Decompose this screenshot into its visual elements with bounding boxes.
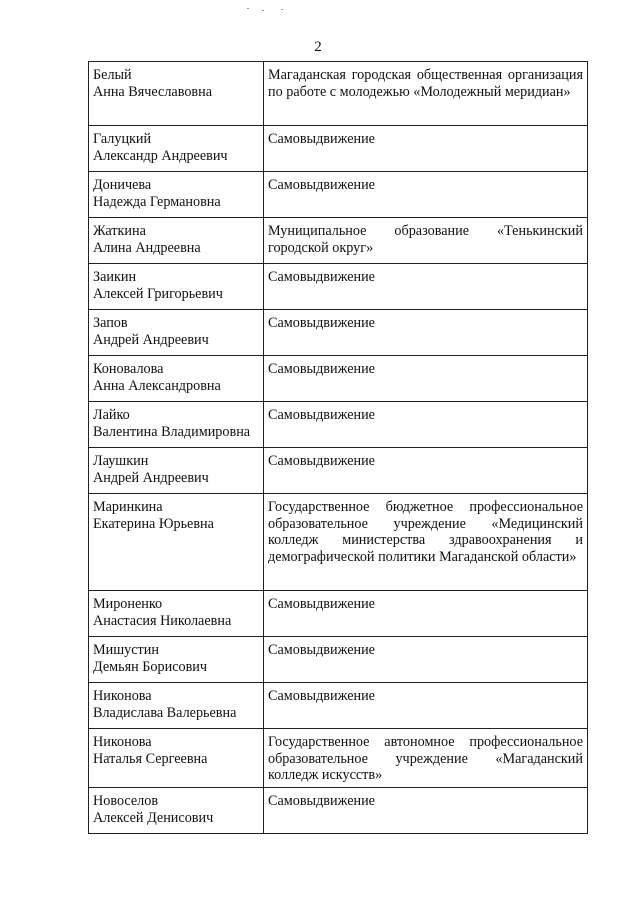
scan-speck bbox=[262, 10, 264, 11]
nominee-given-names: Екатерина Юрьевна bbox=[93, 515, 214, 532]
nominee-given-names: Алексей Григорьевич bbox=[93, 285, 223, 302]
table-row bbox=[89, 448, 588, 494]
nominating-organization: Магаданская городская общественная организация по работе с молодежью «Молодежный меридиан» bbox=[264, 62, 588, 126]
table-row bbox=[89, 402, 588, 448]
table-row bbox=[89, 126, 588, 172]
table-row bbox=[89, 62, 588, 126]
nominee-given-names: Алексей Денисович bbox=[93, 809, 214, 826]
nominee-name-cell bbox=[89, 494, 264, 591]
nominee-surname: Запов bbox=[93, 315, 128, 331]
nominee-name-cell bbox=[89, 448, 264, 494]
table-row bbox=[89, 310, 588, 356]
page-number: 2 bbox=[314, 39, 322, 55]
nominee-surname: Белый bbox=[93, 67, 132, 83]
nominee-given-names: Андрей Андреевич bbox=[93, 469, 209, 486]
nominee-surname: Мироненко bbox=[93, 596, 163, 612]
nominating-organization: Самовыдвижение bbox=[264, 356, 588, 402]
nominee-surname: Новоселов bbox=[93, 793, 159, 809]
scan-speck bbox=[281, 9, 283, 10]
nominating-organization: Муниципальное образование «Тенькинский городской округ» bbox=[264, 218, 588, 264]
nominee-surname: Лайко bbox=[93, 407, 130, 423]
nominee-surname: Мишустин bbox=[93, 642, 159, 658]
table-row bbox=[89, 218, 588, 264]
nominee-surname: Маринкина bbox=[93, 499, 163, 515]
table-row bbox=[89, 591, 588, 637]
table-row bbox=[89, 683, 588, 729]
nominee-name-cell bbox=[89, 310, 264, 356]
nominee-given-names: Надежда Германовна bbox=[93, 193, 221, 210]
nominee-given-names: Валентина Владимировна bbox=[93, 423, 251, 440]
nominating-organization: Самовыдвижение bbox=[264, 448, 588, 494]
nominating-organization: Самовыдвижение bbox=[264, 126, 588, 172]
nominating-organization: Самовыдвижение bbox=[264, 310, 588, 356]
table-row bbox=[89, 729, 588, 788]
nominee-given-names: Анна Александровна bbox=[93, 377, 221, 394]
table-row bbox=[89, 494, 588, 591]
nominee-surname: Галуцкий bbox=[93, 131, 152, 147]
nominating-organization: Государственное бюджетное профессиональное образовательное учреждение «Медицинский колледж министерства здравоохранения и демографической политики Магаданской области» bbox=[264, 494, 588, 591]
nominating-organization: Самовыдвижение bbox=[264, 637, 588, 683]
nominee-name-cell bbox=[89, 356, 264, 402]
nominee-name-cell bbox=[89, 62, 264, 126]
nominee-given-names: Демьян Борисович bbox=[93, 658, 208, 675]
table-row bbox=[89, 172, 588, 218]
nominee-name-cell bbox=[89, 591, 264, 637]
nominee-given-names: Алина Андреевна bbox=[93, 239, 201, 256]
nominee-surname: Никонова bbox=[93, 734, 152, 750]
nominee-given-names: Анна Вячеславовна bbox=[93, 83, 213, 100]
nominee-name-cell bbox=[89, 637, 264, 683]
nominee-surname: Заикин bbox=[93, 269, 137, 285]
nominee-name-cell bbox=[89, 218, 264, 264]
nominee-name-cell bbox=[89, 402, 264, 448]
nominee-surname: Лаушкин bbox=[93, 453, 149, 469]
table-row bbox=[89, 637, 588, 683]
nominee-name-cell bbox=[89, 788, 264, 834]
nominating-organization: Самовыдвижение bbox=[264, 264, 588, 310]
nominating-organization: Государственное автономное профессиональное образовательное учреждение «Магаданский колледж искусств» bbox=[264, 729, 588, 788]
nominee-surname: Жаткина bbox=[93, 223, 146, 239]
nominee-surname: Доничева bbox=[93, 177, 152, 193]
table-row bbox=[89, 356, 588, 402]
nominee-given-names: Андрей Андреевич bbox=[93, 331, 209, 348]
nominee-name-cell bbox=[89, 264, 264, 310]
nominee-name-cell bbox=[89, 126, 264, 172]
nominee-name-cell bbox=[89, 683, 264, 729]
nominating-organization: Самовыдвижение bbox=[264, 683, 588, 729]
nominee-surname: Никонова bbox=[93, 688, 152, 704]
nominating-organization: Самовыдвижение bbox=[264, 172, 588, 218]
nominee-given-names: Владислава Валерьевна bbox=[93, 704, 237, 721]
nominees-table bbox=[88, 61, 588, 834]
nominating-organization: Самовыдвижение bbox=[264, 788, 588, 834]
table-row bbox=[89, 788, 588, 834]
nominee-surname: Коновалова bbox=[93, 361, 164, 377]
nominee-name-cell bbox=[89, 172, 264, 218]
nominees-table-body bbox=[89, 62, 588, 834]
nominee-given-names: Наталья Сергеевна bbox=[93, 750, 208, 767]
nominee-given-names: Александр Андреевич bbox=[93, 147, 228, 164]
nominee-given-names: Анастасия Николаевна bbox=[93, 612, 232, 629]
table-row bbox=[89, 264, 588, 310]
scan-speck bbox=[247, 8, 249, 9]
nominee-name-cell bbox=[89, 729, 264, 788]
nominating-organization: Самовыдвижение bbox=[264, 591, 588, 637]
nominating-organization: Самовыдвижение bbox=[264, 402, 588, 448]
